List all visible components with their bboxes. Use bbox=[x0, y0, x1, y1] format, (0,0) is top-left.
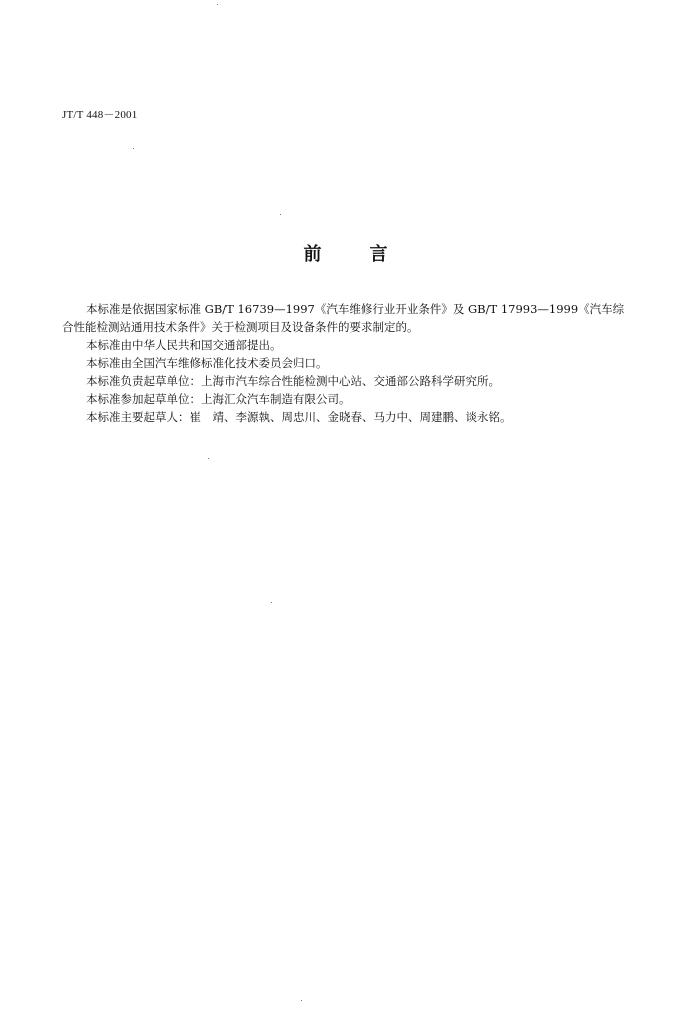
paragraph-lead-drafters: 本标准负责起草单位：上海市汽车综合性能检测中心站、交通部公路科学研究所。 bbox=[86, 374, 500, 388]
scan-speck bbox=[217, 4, 218, 5]
paragraph-committee: 本标准由全国汽车维修标准化技术委员会归口。 bbox=[86, 356, 328, 370]
scan-speck bbox=[208, 458, 209, 459]
paragraph-basis: 本标准是依据国家标准 GB/T 16739—1997《汽车维修行业开业条件》及 GB/T 17993—1999《汽车综合性能检测站通用技术条件》关于检测项目及设备条件的要求制定的。 bbox=[62, 302, 625, 334]
foreword-body bbox=[62, 300, 632, 426]
scan-speck bbox=[301, 1000, 302, 1001]
paragraph-participating-drafters: 本标准参加起草单位：上海汇众汽车制造有限公司。 bbox=[86, 392, 351, 406]
page-title: 前言 bbox=[303, 244, 436, 265]
paragraph-proposer: 本标准由中华人民共和国交通部提出。 bbox=[86, 338, 282, 352]
standard-code: JT/T 448－2001 bbox=[62, 109, 138, 121]
paragraph-main-drafters: 本标准主要起草人：崔 靖、李源執、周忠川、金晓春、马力中、周建鹏、谈永铭。 bbox=[86, 410, 512, 424]
scan-speck bbox=[271, 602, 272, 603]
scan-speck bbox=[280, 214, 281, 215]
scan-speck bbox=[133, 148, 134, 149]
